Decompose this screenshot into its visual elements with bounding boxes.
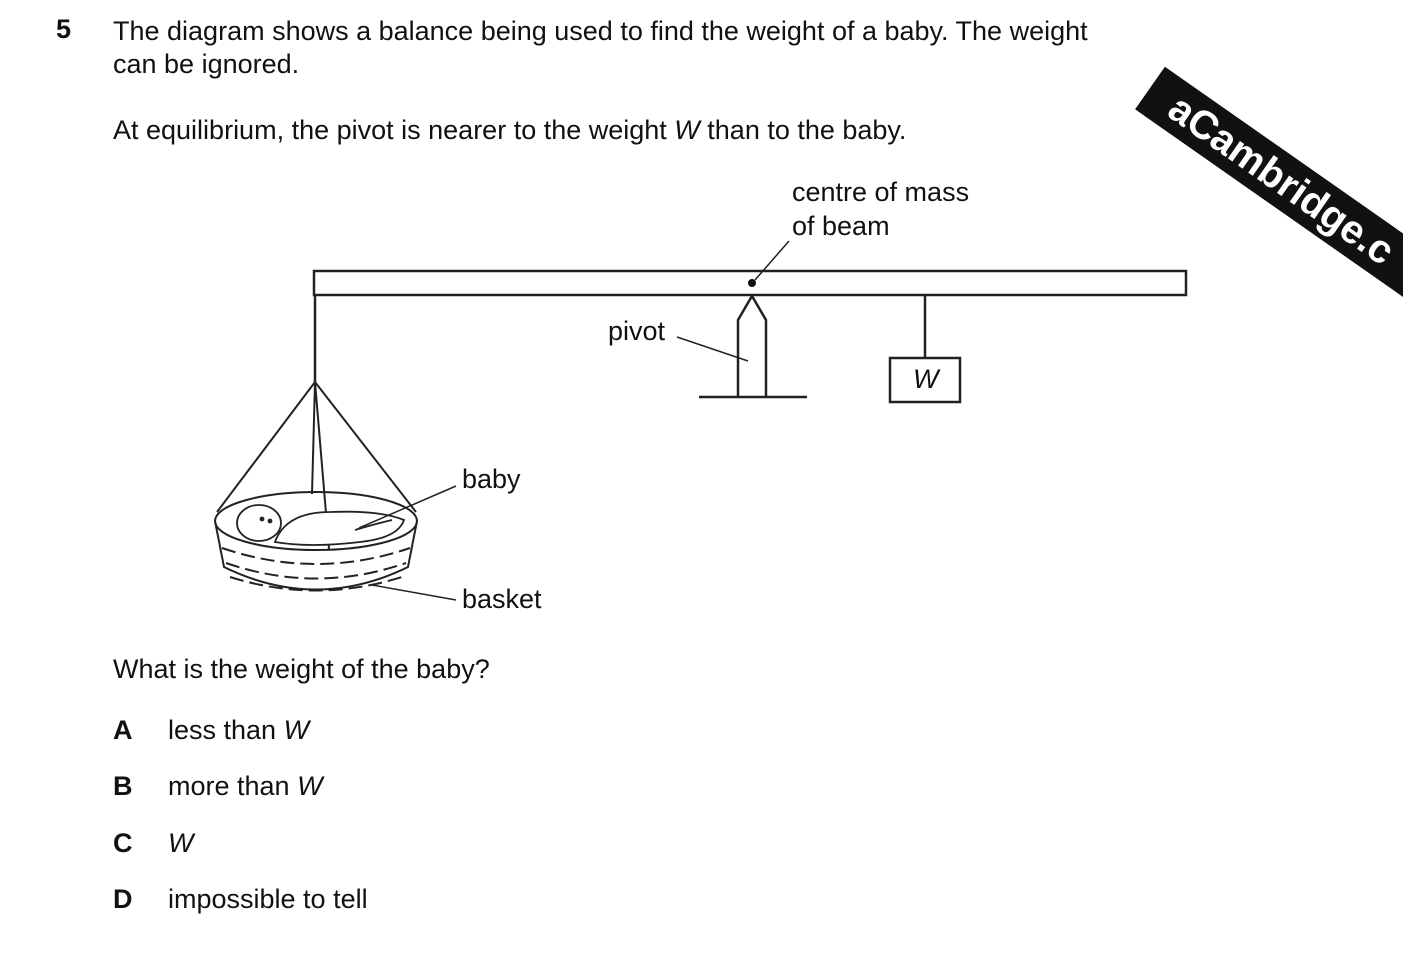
option-c-variable: W — [168, 828, 194, 858]
centre-of-mass-label-line1: centre of mass — [792, 177, 970, 207]
option-d-label: impossible to tell — [168, 884, 368, 914]
option-a-label: less than — [168, 715, 284, 745]
option-a-letter[interactable]: A — [113, 715, 133, 745]
pivot-label: pivot — [608, 316, 666, 346]
option-b-text[interactable] — [168, 771, 323, 802]
centre-of-mass-dot — [748, 279, 756, 287]
pivot — [738, 296, 766, 396]
option-a-text[interactable] — [168, 715, 309, 746]
option-c-letter[interactable]: C — [113, 828, 133, 858]
centre-of-mass-label-line2: of beam — [792, 211, 890, 241]
option-d-letter[interactable]: D — [113, 884, 133, 914]
baby — [237, 505, 404, 545]
question-number: 5 — [56, 14, 72, 44]
basket-leader — [372, 585, 456, 600]
statement-variable: W — [674, 115, 700, 145]
watermark-banner: aCambridge.c — [1135, 67, 1403, 305]
baby-label: baby — [462, 464, 521, 494]
option-c-text[interactable] — [168, 828, 193, 859]
baby-leader — [359, 486, 456, 528]
question-stem-line2: can be ignored. — [113, 49, 300, 79]
question-prompt: What is the weight of the baby? — [113, 654, 490, 684]
question-stem-line1: The diagram shows a balance being used to find the weight of a baby. The weight — [113, 16, 1088, 46]
option-b-letter[interactable]: B — [113, 771, 133, 801]
option-b-label: more than — [168, 771, 298, 801]
weight-label: W — [913, 364, 939, 394]
option-d-text[interactable] — [168, 884, 368, 915]
option-b-variable: W — [297, 771, 323, 801]
option-a-variable: W — [283, 715, 310, 745]
basket-label: basket — [462, 584, 542, 614]
statement-text-before: At equilibrium, the pivot is nearer to the weight — [113, 115, 675, 145]
statement-text-after: than to the baby. — [699, 115, 907, 145]
centre-of-mass-leader — [755, 241, 789, 280]
